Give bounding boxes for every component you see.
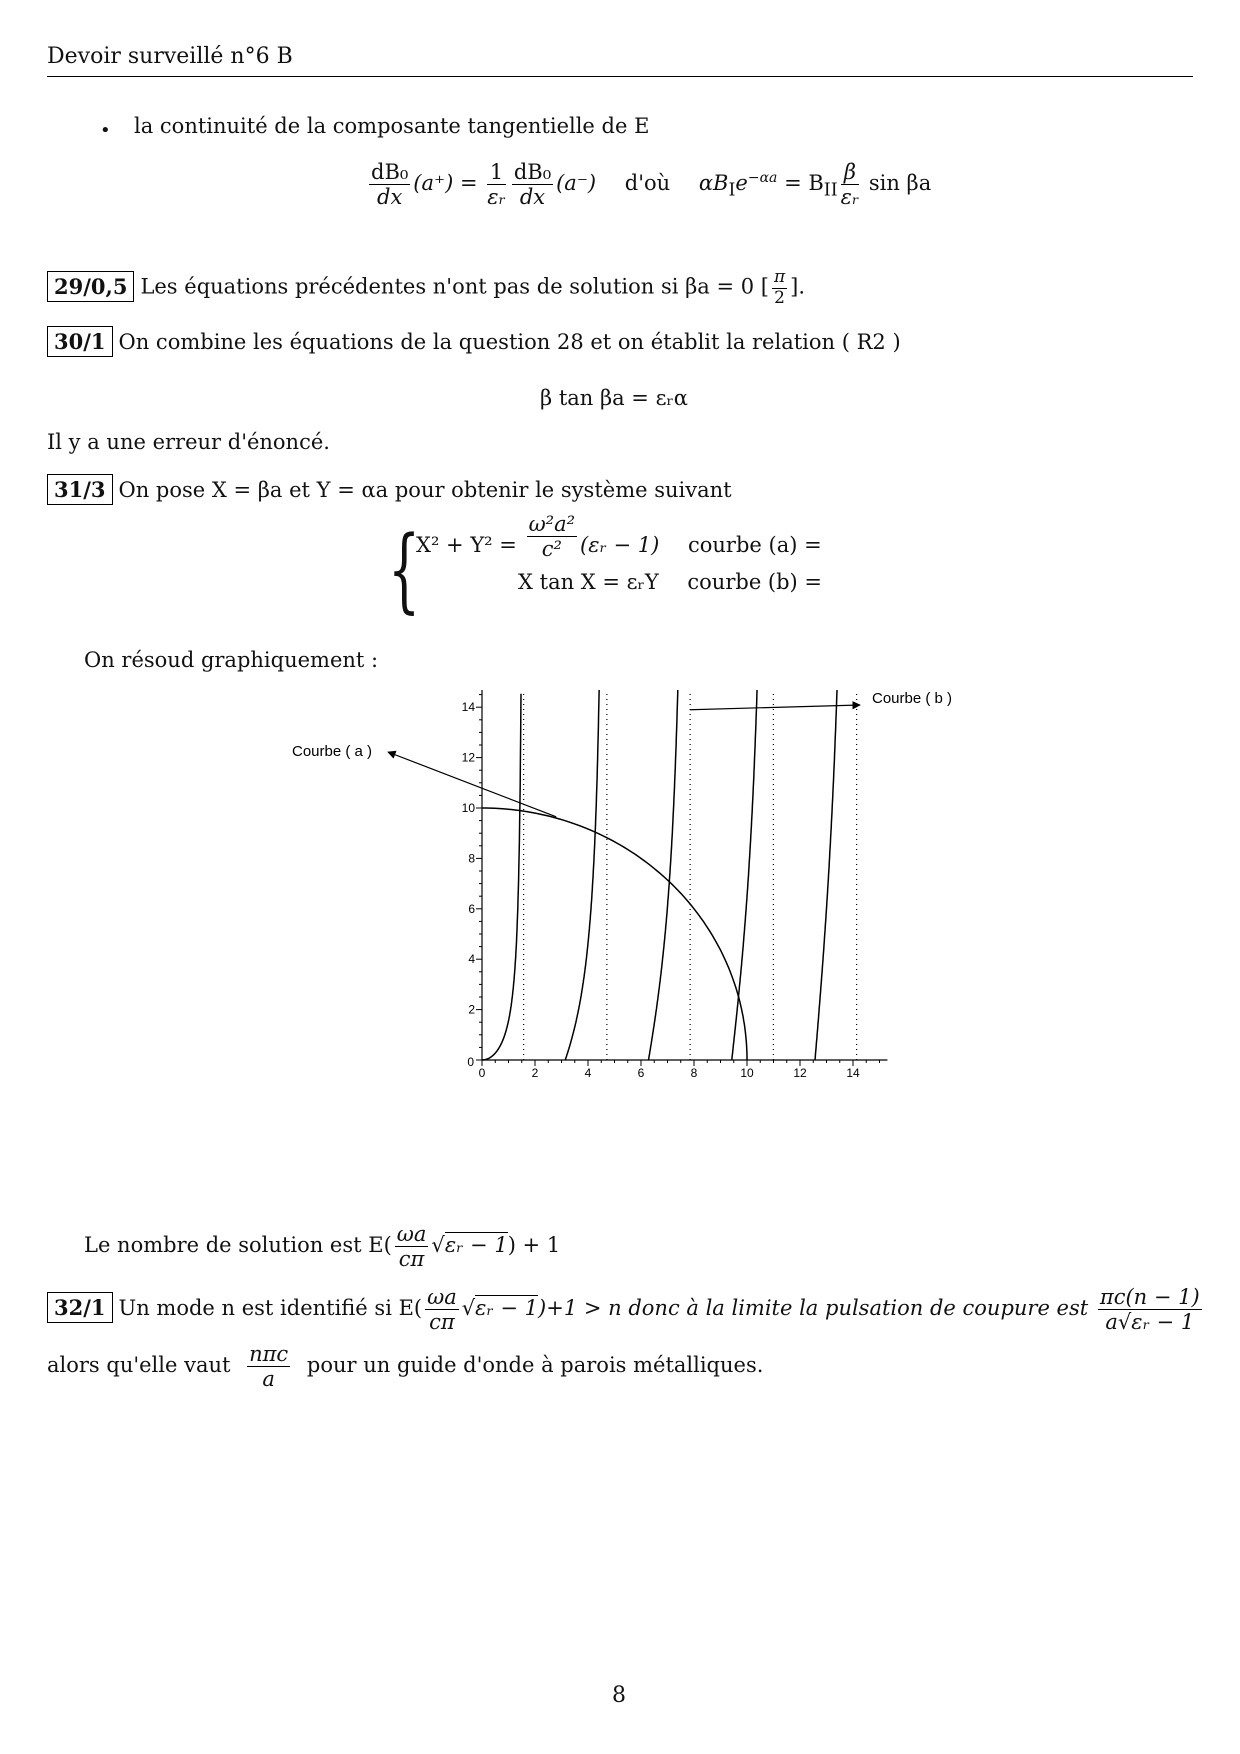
x-tick-label: 14 bbox=[846, 1066, 860, 1080]
nombre-sqrt: √ bbox=[431, 1233, 445, 1258]
nombre-solutions bbox=[84, 1222, 560, 1271]
eq1-rhs-a: αB bbox=[698, 171, 729, 196]
eq1-rhs-b: e bbox=[735, 171, 748, 196]
x-tick-label: 6 bbox=[637, 1066, 645, 1080]
courbe-a-line bbox=[482, 808, 747, 1060]
courbe-b-branch bbox=[815, 690, 837, 1060]
equation-r2: β tan βa = εᵣα bbox=[540, 386, 688, 410]
equation-continuity bbox=[366, 160, 931, 209]
x-tick-label: 8 bbox=[690, 1066, 698, 1080]
sys-row1-rest: (εᵣ − 1) bbox=[580, 533, 660, 558]
eq1-eps2: εᵣ bbox=[840, 185, 860, 210]
y-tick-label: 14 bbox=[461, 700, 475, 715]
nombre-end: ) + 1 bbox=[507, 1233, 561, 1258]
eq1-beta: β bbox=[841, 160, 860, 185]
q31-label: 31/3 bbox=[47, 474, 113, 505]
x-tick-label: 2 bbox=[531, 1066, 539, 1080]
x-tick-label: 10 bbox=[740, 1066, 754, 1080]
q32-t2: )+1 > n donc à la limite la pulsation de coupure est bbox=[538, 1296, 1089, 1321]
header-rule bbox=[47, 76, 1193, 77]
y-tick-label: 4 bbox=[468, 952, 475, 967]
sys-row1-lhs: X² + Y² = bbox=[416, 533, 517, 558]
sys-row1-den: c² bbox=[541, 537, 562, 562]
eq1-one: 1 bbox=[487, 160, 506, 185]
eq1-lhs-arg: (a⁺) = bbox=[413, 171, 478, 196]
q29-label: 29/0,5 bbox=[47, 271, 134, 302]
sys-row1-tag: courbe (a) = bbox=[688, 533, 822, 558]
q29-end: ]. bbox=[790, 274, 806, 299]
nombre-num: ωa bbox=[396, 1222, 427, 1246]
eq1-rhs-sub1: I bbox=[728, 180, 736, 201]
q32-label: 32/1 bbox=[47, 1292, 113, 1323]
q32-den: cπ bbox=[429, 1310, 455, 1335]
page-number: 8 bbox=[612, 1683, 626, 1708]
q29-pi: π bbox=[773, 267, 786, 287]
courbe-b-branch bbox=[732, 690, 757, 1060]
sys-row1-num: ω²a² bbox=[528, 512, 576, 536]
q30-label: 30/1 bbox=[47, 326, 113, 357]
eq1-mid-num: dB₀ bbox=[513, 160, 552, 184]
q32-num: ωa bbox=[427, 1285, 457, 1309]
q32-r-num: πc(n − 1) bbox=[1099, 1285, 1200, 1309]
eq1-rhs-c: = B bbox=[784, 171, 824, 196]
eq1-mid-arg: (a⁻) bbox=[556, 171, 597, 196]
origin-label: 0 bbox=[467, 1055, 474, 1069]
nombre-rad: εᵣ − 1 bbox=[444, 1233, 508, 1258]
sys-row2-lhs: X tan X = εᵣY bbox=[518, 570, 659, 594]
q32-v-den: a bbox=[262, 1367, 275, 1392]
eq1-rhs-sub2: II bbox=[823, 180, 838, 201]
question-30 bbox=[47, 326, 901, 357]
y-tick-label: 10 bbox=[461, 801, 475, 815]
eq1-dou: d'où bbox=[624, 171, 671, 196]
q32-r-den: a√εᵣ − 1 bbox=[1105, 1310, 1195, 1335]
eq1-lhs-den: dx bbox=[377, 185, 403, 210]
courbe-a-label: Courbe ( a ) bbox=[292, 743, 373, 760]
eq1-rhs-exp: −αa bbox=[747, 170, 778, 187]
page-header: Devoir surveillé n°6 B bbox=[47, 44, 293, 69]
courbe-b-arrow bbox=[690, 705, 860, 710]
q32-v-num: nπc bbox=[249, 1342, 289, 1366]
courbe-b-branch bbox=[482, 694, 521, 1060]
y-tick-label: 8 bbox=[468, 851, 475, 866]
x-tick-label: 0 bbox=[478, 1066, 486, 1080]
q30-text: On combine les équations de la question 28 et on établit la relation ( R2 ) bbox=[118, 330, 901, 354]
brace-icon: { bbox=[388, 516, 421, 623]
question-32: 32/1 Un mode n est identifié si E( $\frac{\omega a}{c\pi}$ √εᵣ − 1)+1 > n donc à la limite la pulsation de coupure est $\frac{\pi c(n - 1)}{\text{a√εᵣ − 1}}$ bbox=[47, 1285, 1205, 1334]
x-tick-label: 12 bbox=[793, 1066, 807, 1080]
eq1-mid-den: dx bbox=[519, 185, 546, 210]
q29-two: 2 bbox=[774, 287, 785, 308]
resoud-text: On résoud graphiquement : bbox=[84, 648, 379, 672]
q32-rad: εᵣ − 1 bbox=[475, 1296, 539, 1321]
question-29 bbox=[47, 268, 805, 308]
q29-text: Les équations précédentes n'ont pas de solution si βa = 0 [ bbox=[140, 274, 769, 299]
y-tick-label: 12 bbox=[461, 750, 475, 765]
q32-t1: Un mode n est identifié si E( bbox=[118, 1296, 423, 1321]
erreur-note: Il y a une erreur d'énoncé. bbox=[47, 430, 330, 454]
equation-system bbox=[388, 512, 823, 623]
solution-chart bbox=[260, 690, 980, 1210]
bullet-text: la continuité de la composante tangentielle de E bbox=[134, 114, 650, 138]
nombre-text: Le nombre de solution est E( bbox=[84, 1233, 392, 1258]
courbe-b-branch bbox=[649, 690, 678, 1060]
q32-t3: alors qu'elle vaut bbox=[47, 1353, 231, 1378]
question-32-cont bbox=[47, 1342, 763, 1391]
bullet-icon: • bbox=[100, 120, 111, 141]
nombre-den: cπ bbox=[398, 1247, 425, 1272]
eq1-eps: εᵣ bbox=[487, 185, 506, 210]
y-tick-label: 6 bbox=[468, 901, 475, 916]
eq1-lhs-num: dB₀ bbox=[371, 160, 409, 184]
x-tick-label: 4 bbox=[584, 1066, 592, 1080]
eq1-sin: sin βa bbox=[868, 171, 932, 196]
courbe-b-label: Courbe ( b ) bbox=[872, 690, 953, 707]
q32-t4: pour un guide d'onde à parois métalliques. bbox=[306, 1353, 764, 1378]
y-tick-label: 2 bbox=[468, 1002, 475, 1017]
sys-row2-tag: courbe (b) = bbox=[687, 570, 823, 594]
courbe-b-branch bbox=[565, 690, 599, 1060]
q31-text: On pose X = βa et Y = αa pour obtenir le système suivant bbox=[118, 478, 732, 502]
question-31 bbox=[47, 474, 732, 505]
